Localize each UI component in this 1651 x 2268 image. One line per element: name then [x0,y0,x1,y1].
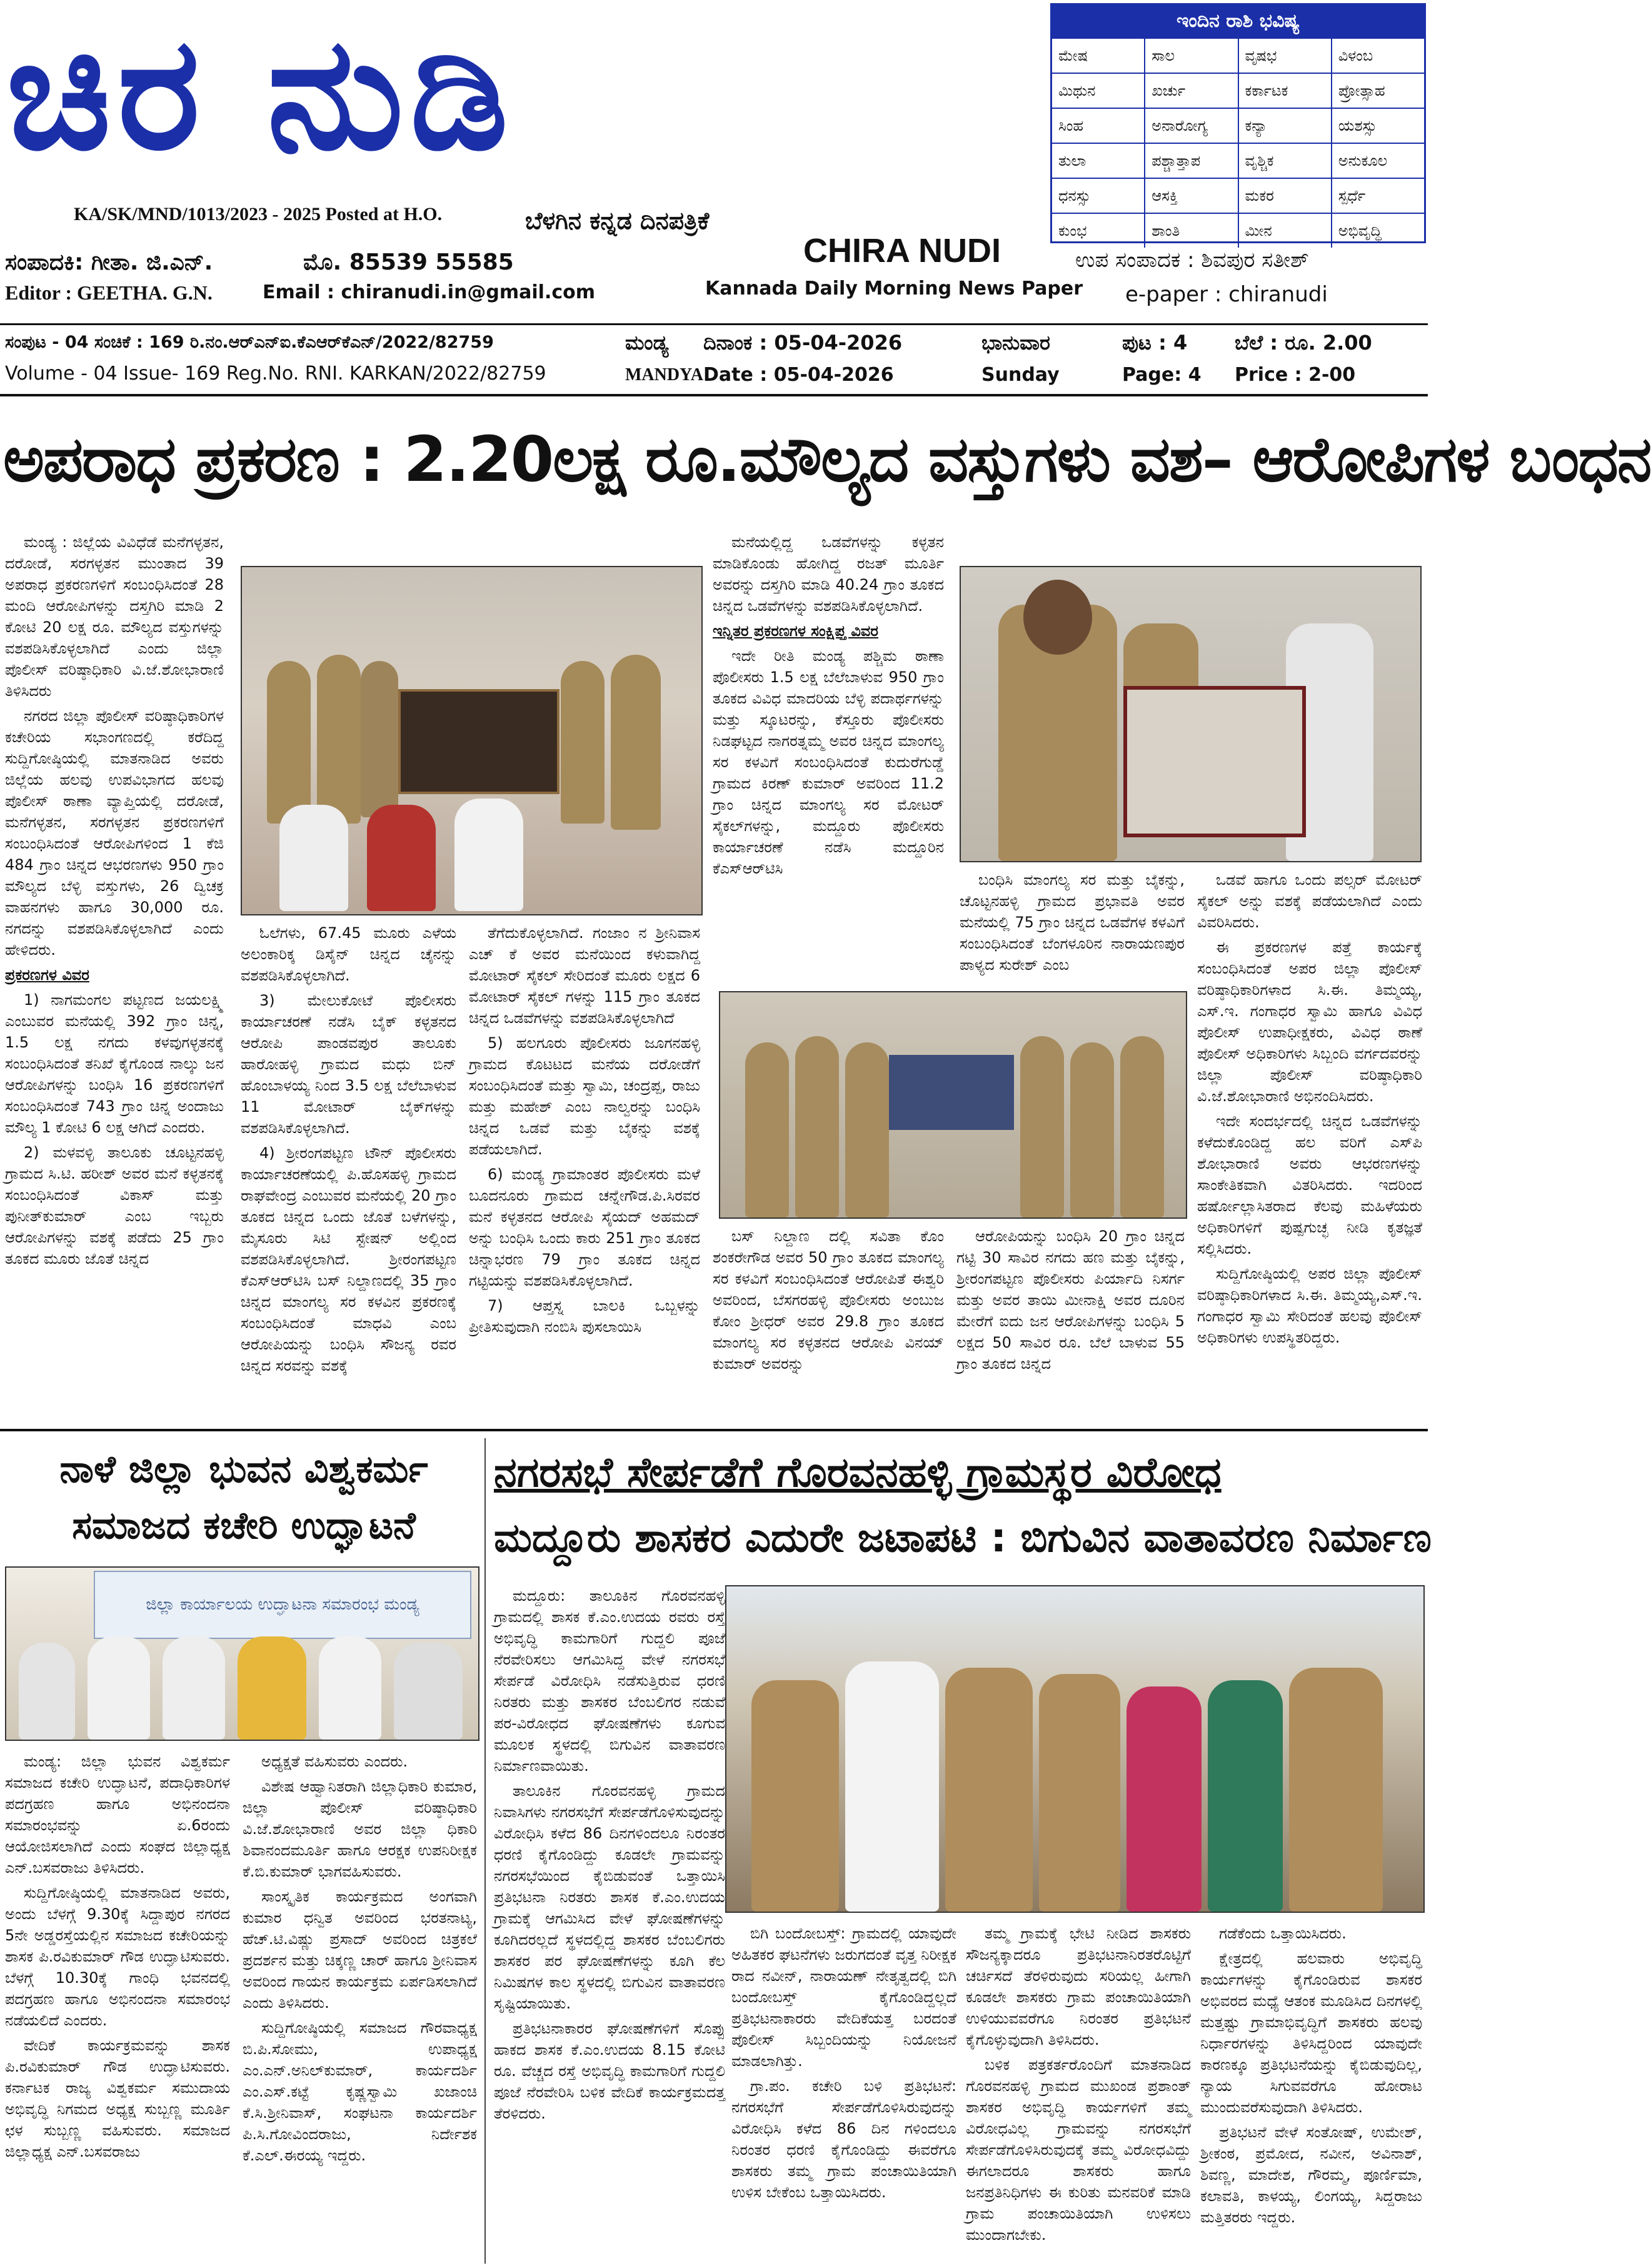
rashi-row [1052,143,1424,178]
photo-police-press-meet [241,566,703,915]
place-kn: ಮಂಡ್ಯ [625,331,669,355]
rashi-row [1052,213,1424,248]
editor-en: Editor : GEETHA. G.N. [5,281,213,304]
rashi-sign: ಸಿಂಹ [1058,117,1084,134]
sub-editor: ಉಪ ಸಂಪಾದಕ : ಶಿವಪುರ ಸತೀಶ್ [1075,248,1309,273]
story2-col2 [243,1751,477,2264]
paragraph: ಅಧ್ಯಕ್ಷತೆ ವಹಿಸುವರು ಎಂದರು. [261,1753,408,1770]
paragraph: ಮನೆಯಲ್ಲಿದ್ದ ಒಡವೆಗಳನ್ನು ಕಳ್ಳತನ ಮಾಡಿಕೊಂಡು ಹೋಗಿದ್ದ ರಜತ್ ಮೂರ್ತಿ ಅವರನ್ನು ದಸ್ತಗಿರಿ ಮಾಡಿ 40.24 ಗ್ರಾಂ ತೂಕದ ಚಿನ್ನದ ಒಡವೆಗಳನ್ನು ವಶಪಡಿಸಿಕೊಳ್ಳಲಾಗಿದೆ. [713,533,944,615]
rashi-sign: ಮೀನ [1238,214,1331,248]
paragraph: 1) ನಾಗಮಂಗಲ ಪಟ್ಟಣದ ಜಯಲಕ್ಷ್ಮಿ ಎಂಬುವರ ಮನೆಯಲ್ಲಿ 392 ಗ್ರಾಂ ಚಿನ್ನ, 1.5 ಲಕ್ಷ ನಗದು ಕಳವುಗಳ್ಳತನಕ್ಕೆ ಸಂಬಂಧಿಸಿದಂತೆ ತನಿಖೆ ಕೈಗೊಂಡ ನಾಲ್ಕು ಜನ ಆರೋಪಿಗಳನ್ನು ಬಂಧಿಸಿ 16 ಪ್ರಕರಣಗಳಿಗೆ ಸಂಬಂಧಿಸಿದಂತೆ 743 ಗ್ರಾಂ ಚಿನ್ನ ಅಂದಾಜು ಮೌಲ್ಯ 1 ಕೋಟಿ 6 ಲಕ್ಷ ಆಗಿದೆ ಎಂದರು. [5,991,224,1136]
rashi-sign: ಕುಂಭ [1058,222,1087,239]
paragraph: ತಾಲೂಕಿನ ಗೊರವನಹಳ್ಳಿ ಗ್ರಾಮದ ನಿವಾಸಿಗಳು ನಗರಸಭೆಗೆ ಸೇರ್ಪಡೆಗೊಳಿಸುವುದನ್ನು ವಿರೋಧಿಸಿ ಕಳೆದ 86 ದಿನಗಳಿಂದಲೂ ನಿರಂತರ ಧರಣಿ ಕೈಗೊಂಡಿದ್ದು ಕೂಡಲೇ ಗ್ರಾಮವನ್ನು ನಗರಸಭೆಯಿಂದ ಕೈಬಿಡುವಂತೆ ಒತ್ತಾಯಿಸಿ ಪ್ರತಿಭಟನಾ ನಿರತರು ಶಾಸಕ ಕೆ.ಎಂ.ಉದಯ ಗ್ರಾಮಕ್ಕೆ ಆಗಮಿಸಿದ ವೇಳೆ ಘೋಷಣೆಗಳನ್ನು ಕೂಗಿದರಲ್ಲದೆ ಸ್ಥಳದಲ್ಲಿದ್ದ ಶಾಸಕರ ಬೆಂಬಲಿಗರು ಶಾಸಕರ ಪರ ಘೋಷಣೆಗಳನ್ನು ಕೂಗಿ ಕೆಲ ನಿಮಿಷಗಳ ಕಾಲ ಸ್ಥಳದಲ್ಲಿ ಬಿಗುವಿನ ವಾತಾವರಣ ಸೃಷ್ಟಿಯಾಯಿತು. [494,1782,725,2012]
rashi-sign: ಕನ್ಯಾ [1238,109,1331,143]
place-en: MANDYA [625,365,703,385]
rashi-result: ಪಶ್ಚಾತ್ತಾಪ [1144,144,1237,178]
date-en: Date : 05-04-2026 [703,364,894,386]
paragraph: ಬಳಿಕ ಪತ್ರಕರ್ತರೊಂದಿಗೆ ಮಾತನಾಡಿದ ಗೊರವನಹಳ್ಳಿ ಗ್ರಾಮದ ಮುಖಂಡ ಪ್ರಶಾಂತ್ ಶಾಸಕರ ಅಭಿವೃದ್ಧಿ ಕಾರ್ಯಗಳಿಗೆ ತಮ್ಮ ವಿರೋಧವಿಲ್ಲ ಗ್ರಾಮವನ್ನು ನಗರಸಭೆಗೆ ಸೇರ್ಪಡೆಗೊಳಿಸಿರುವುದಕ್ಕೆ ತಮ್ಮ ವಿರೋಧವಿದ್ದು ಈಗಲಾದರೂ ಶಾಸಕರು ಹಾಗೂ ಜನಪ್ರತಿನಿಧಿಗಳು ಈ ಕುರಿತು ಮನವರಿಕೆ ಮಾಡಿ ಗ್ರಾಮ ಪಂಚಾಯಿತಿಯಾಗಿ ಉಳಿಸಲು ಮುಂದಾಗಬೇಕು. [966,2056,1191,2244]
rashi-sign: ಮಿಥುನ [1058,82,1096,99]
tagline: ಬೆಳಗಿನ ಕನ್ನಡ ದಿನಪತ್ರಿಕೆ [525,207,710,234]
paragraph: ಪ್ರತಿಭಟನಾಕಾರರ ಘೋಷಣೆಗಳಿಗೆ ಸೊಪ್ಪು ಹಾಕದ ಶಾಸಕ ಕೆ.ಎಂ.ಉದಯ 8.15 ಕೋಟಿ ರೂ. ವೆಚ್ಚದ ರಸ್ತೆ ಅಭಿವೃದ್ಧಿ ಕಾಮಗಾರಿಗೆ ಗುದ್ದಲಿ ಪೂಜೆ ನೆರವೇರಿಸಿ ಬಳಿಕ ವೇದಿಕೆ ಕಾರ್ಯಕ್ರಮದತ್ತ ತೆರಳಿದರು. [494,2020,725,2122]
story3-headline-line2: ಮದ್ದೂರು ಶಾಸಕರ ಎದುರೇ ಜಟಾಪಟಿ : ಬಿಗುವಿನ ವಾತಾವರಣ ನಿರ್ಮಾಣ [494,1515,1432,1561]
epaper: e-paper : chiranudi [1125,282,1328,307]
masthead-title: ಚಿರ ನುಡಿ [6,3,515,184]
paragraph: ಬಂಧಿಸಿ ಮಾಂಗಲ್ಯ ಸರ ಮತ್ತು ಬೈಕನ್ನು, ಚೊಟ್ಟನಹಳ್ಳಿ ಗ್ರಾಮದ ಪ್ರಭಾವತಿ ಅವರ ಮನೆಯಲ್ಲಿ 75 ಗ್ರಾಂ ಚಿನ್ನದ ಒಡವೆಗಳ ಕಳವಿಗೆ ಸಂಬಂಧಿಸಿದಂತೆ ಬೆಂಗಳೂರಿನ ನಾರಾಯಣಪುರ ಪಾಳ್ಯದ ಸುರೇಶ್ ಎಂಬ [960,871,1185,974]
story1-col6 [1197,869,1422,1423]
day-en: Sunday [981,364,1060,386]
story2-col1 [5,1751,230,2264]
name-en: CHIRA NUDI [803,232,1001,270]
paragraph: ಮಂಡ್ಯ : ಜಿಲ್ಲೆಯ ವಿವಿಧೆಡೆ ಮನೆಗಳ್ಳತನ, ದರೋಡೆ, ಸರಗಳ್ಳತನ ಮುಂತಾದ 39 ಅಪರಾಧ ಪ್ರಕರಣಗಳಿಗೆ ಸಂಬಂಧಿಸಿದಂತೆ 28 ಮಂದಿ ಆರೋಪಿಗಳನ್ನು ದಸ್ತಗಿರಿ ಮಾಡಿ 2 ಕೋಟಿ 20 ಲಕ್ಷ ರೂ. ಮೌಲ್ಯದ ವಸ್ತುಗಳನ್ನು ವಶಪಡಿಸಿಕೊಳ್ಳಲಾಗಿದೆ ಎಂದು ಜಿಲ್ಲಾ ಪೊಲೀಸ್ ವರಿಷ್ಠಾಧಿಕಾರಿ ವಿ.ಜೆ.ಶೋಭಾರಾಣಿ ತಿಳಿಸಿದರು [5,533,224,700]
paragraph: ತಮ್ಮ ಗ್ರಾಮಕ್ಕೆ ಭೇಟಿ ನೀಡಿದ ಶಾಸಕರು ಸೌಜನ್ಯಕ್ಕಾದರೂ ಪ್ರತಿಭಟನಾನಿರತರೊಟ್ಟಿಗೆ ಚರ್ಚಿಸದೆ ತೆರಳಿರುವುದು ಸರಿಯಲ್ಲ ಹೀಗಾಗಿ ಕೂಡಲೇ ಶಾಸಕರು ಗ್ರಾಮ ಪಂಚಾಯಿತಿಯಾಗಿ ಉಳಿಯುವವರೆಗೂ ನಿರಂತರ ಪ್ರತಿಭಟನೆ ಕೈಗೊಳ್ಳುವುದಾಗಿ ತಿಳಿಸಿದರು. [966,1925,1191,2049]
story3-headline-line1: ನಗರಸಭೆ ಸೇರ್ಪಡೆಗೆ ಗೊರವನಹಳ್ಳಿ ಗ್ರಾಮಸ್ಥರ ವಿರೋಧ [494,1448,1222,1496]
photo-gorvanahalli-protest [725,1585,1425,1913]
paragraph: 2) ಮಳವಳ್ಳಿ ತಾಲೂಕು ಚೂಟ್ಟನಹಳ್ಳಿ ಗ್ರಾಮದ ಸಿ.ಟಿ. ಹರೀಶ್ ಅವರ ಮನೆ ಕಳ್ಳತನಕ್ಕೆ ಸಂಬಂಧಿಸಿದಂತೆ ವಿಕಾಸ್ ಮತ್ತು ಪುನೀತ್‌ಕುಮಾರ್ ಎಂಬ ಇಬ್ಬರು ಆರೋಪಿಗಳನ್ನು ವಶಕ್ಕೆ ಪಡೆದು 25 ಗ್ರಾಂ ತೂಕದ ಮೂರು ಜೊತೆ ಚಿನ್ನದ [5,1144,224,1268]
rashi-result: ಆಸಕ್ತಿ [1144,179,1237,213]
rashi-result: ಖರ್ಚು [1144,74,1237,108]
divider [0,394,1428,396]
rashi-sign: ತುಲಾ [1058,152,1086,169]
rashi-result: ಪ್ರೋತ್ಸಾಹ [1331,74,1424,108]
story3-col4 [1200,1923,1422,2264]
photo-police-group [719,991,1187,1219]
rashi-sign: ಕರ್ಕಾಟಕ [1238,74,1331,108]
jewellery-display [1123,686,1306,837]
rashi-result: ಸ್ಪರ್ಧೆ [1331,179,1424,213]
paragraph: ಗ್ರಾ.ಪಂ. ಕಚೇರಿ ಬಳಿ ಪ್ರತಿಭಟನೆ: ನಗರಸಭೆಗೆ ಸೇರ್ಪಡೆಗೊಳಿಸಿರುವುದನ್ನು ವಿರೋಧಿಸಿ ಕಳೆದ 86 ದಿನ ಗಳಿಂದಲೂ ನಿರಂತರ ಧರಣಿ ಕೈಗೊಂಡಿದ್ದು ಈವರೆಗೂ ಶಾಸಕರು ತಮ್ಮ ಗ್ರಾಮ ಪಂಚಾಯಿತಿಯಾಗಿ ಉಳಿಸ ಬೇಕೆಂಬ ಒತ್ತಾಯಿಸಿದರು. [731,2077,956,2201]
story3-col1 [494,1585,725,2122]
page-en: Page: 4 [1122,364,1202,386]
rashi-title: ಇಂದಿನ ರಾಶಿ ಭವಿಷ್ಯ [1052,5,1424,38]
divider [0,323,1428,325]
date-kn: ದಿನಾಂಕ : 05-04-2026 [703,331,903,355]
story2-headline-line1: ನಾಳೆ ಜಿಲ್ಲಾ ಭುವನ ವಿಶ್ವಕರ್ಮ [59,1448,428,1491]
story3-col3 [966,1923,1191,2264]
rashi-row [1052,38,1424,73]
rashi-result: ವಿಳಂಬ [1331,39,1424,73]
photo-police-jewellery [960,566,1422,862]
story1-col2 [241,922,456,1423]
paragraph: ಇದೇ ಸಂದರ್ಭದಲ್ಲಿ ಚಿನ್ನದ ಒಡವೆಗಳನ್ನು ಕಳೆದುಕೊಂಡಿದ್ದ ಹಲ ವರಿಗೆ ಎಸ್‌ಪಿ ಶೋಭಾರಾಣಿ ಅವರು ಆಭರಣಗಳನ್ನು ಸಾಂಕೇತಿಕವಾಗಿ ವಿತರಿಸಿದರು. ಇದರಿಂದ ಹರ್ಷೋಲ್ಲಾಸಿತರಾದ ಕೆಲವು ಮಹಿಳೆಯರು ಅಧಿಕಾರಿಗಳಿಗೆ ಪುಷ್ಪಗುಚ್ಛ ನೀಡಿ ಕೃತಜ್ಞತೆ ಸಲ್ಲಿಸಿದರು. [1197,1112,1422,1257]
paragraph: ನಗರದ ಜಿಲ್ಲಾ ಪೊಲೀಸ್ ವರಿಷ್ಠಾಧಿಕಾರಿಗಳ ಕಚೇರಿಯ ಸಭಾಂಗಣದಲ್ಲಿ ಕರೆದಿದ್ದ ಸುದ್ದಿಗೋಷ್ಠಿಯಲ್ಲಿ ಮಾತನಾಡಿದ ಅವರು ಜಿಲ್ಲೆಯ ಹಲವು ಉಪವಿಭಾಗದ ಹಲವು ಪೊಲೀಸ್ ಠಾಣಾ ವ್ಯಾಪ್ತಿಯಲ್ಲಿ ದರೋಡೆ, ಮನೆಗಳ್ಳತನ, ಸರಗಳ್ಳತನ ಪ್ರಕರಣಗಳಿಗೆ ಸಂಬಂಧಿಸಿದಂತೆ ಆರೋಪಿಗಳಿಂದ 1 ಕೆಜಿ 484 ಗ್ರಾಂ ಚಿನ್ನದ ಆಭರಣಗಳು 950 ಗ್ರಾಂ ಮೌಲ್ಯದ ಬೆಳ್ಳಿ ವಸ್ತುಗಳು, 26 ದ್ವಿಚಕ್ರ ವಾಹನಗಳು ಹಾಗೂ 30,000 ರೂ. ನಗದನ್ನು ವಶಪಡಿಸಿಕೊಳ್ಳಲಾಗಿದೆ ಎಂದು ಹೇಳಿದರು. [5,707,224,959]
page-kn: ಪುಟ : 4 [1122,331,1188,355]
story1-col4 [713,532,944,969]
story1-col5-cont [956,1226,1185,1423]
paragraph: ಪ್ರತಿಭಟನೆ ವೇಳೆ ಸಂತೋಷ್, ಉಮೇಶ್, ಶ್ರೀಕಂಠ, ಪ್ರಮೋದ, ನವೀನ, ಅವಿನಾಶ್, ಶಿವಣ್ಣ, ಮಾದೇಶ, ಗೌರಮ್ಮ, ಪೂರ್ಣಿಮಾ, ಕಲಾವತಿ, ಕಾಳಯ್ಯ, ಲಿಂಗಯ್ಯ, ಸಿದ್ದರಾಜು ಮತ್ತಿತರರು ಇದ್ದರು. [1200,2124,1422,2226]
rashi-sign: ಧನಸ್ಸು [1058,187,1091,204]
paragraph: ಸುದ್ದಿಗೋಷ್ಠಿಯಲ್ಲಿ ಅಪರ ಜಿಲ್ಲಾ ಪೊಲೀಸ್ ವರಿಷ್ಠಾಧಿಕಾರಿಗಳಾದ ಸಿ.ಈ. ತಿಮ್ಮಯ್ಯ,ಎಸ್.ಇ. ಗಂಗಾಧರ ಸ್ವಾಮಿ ಸೇರಿದಂತೆ ಹಲವು ಪೊಲೀಸ್ ಅಧಿಕಾರಿಗಳು ಉಪಸ್ಥಿತರಿದ್ದರು. [1197,1265,1422,1346]
email: Email : chiranudi.in@gmail.com [263,281,596,303]
paragraph: ಒಡವೆ ಹಾಗೂ ಒಂದು ಪಲ್ಸರ್ ಮೋಟರ್ ಸೈಕಲ್ ಅನ್ನು ವಶಕ್ಕೆ ಪಡೆಯಲಾಗಿದೆ ಎಂದು ವಿವರಿಸಿದರು. [1197,871,1422,931]
paragraph: ವಿಶೇಷ ಆಹ್ವಾನಿತರಾಗಿ ಜಿಲ್ಲಾಧಿಕಾರಿ ಕುಮಾರ, ಜಿಲ್ಲಾ ಪೊಲೀಸ್ ವರಿಷ್ಠಾಧಿಕಾರಿ ವಿ.ಜೆ.ಶೋಭಾರಾಣಿ ಅವರ ಜಿಲ್ಲಾ ಧಿಕಾರಿ ಶಿವಾನಂದಮೂರ್ತಿ ಹಾಗೂ ಆರಕ್ಷಕ ಉಪನಿರೀಕ್ಷಕ ಕೆ.ಬಿ.ಕುಮಾರ್ ಭಾಗವಹಿಸುವರು. [243,1778,477,1880]
rashi-result: ಅನುಕೂಲ [1331,144,1424,178]
rashi-result: ಶಾಂತಿ [1144,214,1237,248]
rashi-sign: ಮೇಷ [1058,47,1088,64]
rashi-result: ಅಭಿವೃದ್ಧಿ [1331,214,1424,248]
story1-headline: ಅಪರಾಧ ಪ್ರಕರಣ : 2.20ಲಕ್ಷ ರೂ.ಮೌಲ್ಯದ ವಸ್ತುಗಳು ವಶ– ಆರೋಪಿಗಳ ಬಂಧನ [3,423,1651,496]
rashi-sign: ವೃಷಭ [1238,39,1331,73]
notice-board [889,1055,1014,1130]
jewellery-display [398,689,560,794]
paragraph: ತೆಗೆದುಕೊಳ್ಳಲಾಗಿದೆ. ಗಂಜಾಂ ನ ಶ್ರೀನಿವಾಸ ಎಚ್ ಕೆ ಅವರ ಮನೆಯಿಂದ ಕಳುವಾಗಿದ್ದ ಮೋಟಾರ್ ಸೈಕಲ್ ಸೇರಿದಂತೆ ಮೂರು ಲಕ್ಷದ 6 ಮೋಟಾರ್ ಸೈಕಲ್ ಗಳನ್ನು 115 ಗ್ರಾಂ ತೂಕದ ಚಿನ್ನದ ಒಡವೆಗಳನ್ನು ವಶಪಡಿಸಿಕೊಳ್ಳಲಾಗಿದೆ [469,924,700,1027]
banner: ಜಿಲ್ಲಾ ಕಾರ್ಯಾಲಯ ಉದ್ಘಾಟನಾ ಸಮಾರಂಭ ಮಂಡ್ಯ [94,1571,471,1639]
story1-col4-cont [713,1226,944,1423]
paragraph: ಈ ಪ್ರಕರಣಗಳ ಪತ್ತೆ ಕಾರ್ಯಕ್ಕೆ ಸಂಬಂಧಿಸಿದಂತೆ ಅಪರ ಜಿಲ್ಲಾ ಪೊಲೀಸ್ ವರಿಷ್ಠಾಧಿಕಾರಿಗಳಾದ ಸಿ.ಈ. ತಿಮ್ಮಯ್ಯ, ಎಸ್.ಇ. ಗಂಗಾಧರ ಸ್ವಾಮಿ ಹಾಗೂ ವಿವಿಧ ಪೊಲೀಸ್ ಉಪಾಧೀಕ್ಷಕರು, ವಿವಿಧ ಠಾಣೆ ಪೊಲೀಸ್ ಅಧಿಕಾರಿಗಳು ಸಿಬ್ಬಂದಿ ವರ್ಗದವರನ್ನು ಜಿಲ್ಲಾ ಪೊಲೀಸ್ ವರಿಷ್ಠಾಧಿಕಾರಿ ವಿ.ಜೆ.ಶೋಭಾರಾಣಿ ಅಭಿನಂದಿಸಿದರು. [1197,939,1422,1105]
rashi-row [1052,108,1424,143]
paragraph: ಸುದ್ದಿಗೋಷ್ಠಿಯಲ್ಲಿ ಮಾತನಾಡಿದ ಅವರು, ಅಂದು ಬೆಳಗ್ಗೆ 9.30ಕ್ಕೆ ಸಿದ್ದಾಪುರ ನಗರದ 5ನೇ ಅಡ್ಡರಸ್ತೆಯಲ್ಲಿನ ಸಮಾಜದ ಕಚೇರಿಯನ್ನು ಶಾಸಕ ಪಿ.ರವಿಕುಮಾರ್ ಗೌಡ ಉದ್ಘಾಟಿಸುವರು. ಬೆಳಗ್ಗೆ 10.30ಕ್ಕೆ ಗಾಂಧಿ ಭವನದಲ್ಲಿ ಪದಗ್ರಹಣ ಹಾಗೂ ಅಭಿನಂದನಾ ಸಮಾರಂಭ ನಡೆಯಲಿದೆ ಎಂದರು. [5,1884,230,2029]
paragraph: ಆರೋಪಿಯನ್ನು ಬಂಧಿಸಿ 20 ಗ್ರಾಂ ಚಿನ್ನದ ಗಟ್ಟಿ 30 ಸಾವಿರ ನಗದು ಹಣ ಮತ್ತು ಬೈಕನ್ನು, ಶ್ರೀರಂಗಪಟ್ಟಣ ಪೊಲೀಸರು ಪಿರ್ಯಾದಿ ನಿಸರ್ಗ ಮತ್ತು ಅವರ ತಾಯಿ ಮೀನಾಕ್ಷಿ ಅವರ ದೂರಿನ ಮೇರೆಗೆ ಐದು ಜನ ಆರೋಪಿಗಳನ್ನು ಬಂಧಿಸಿ 5 ಲಕ್ಷದ 50 ಸಾವಿರ ರೂ. ಬೆಲೆ ಬಾಳುವ 55 ಗ್ರಾಂ ತೂಕದ ಚಿನ್ನದ [956,1227,1185,1373]
story1-col1 [5,532,224,1423]
rashi-sign: ವೃಶ್ಚಿಕ [1238,144,1331,178]
story1-col3 [469,922,700,1423]
rashi-row [1052,178,1424,213]
mobile: ಮೊ. 85539 55585 [303,249,514,275]
rashi-result: ಯಶಸ್ಸು [1331,109,1424,143]
paragraph: 3) ಮೇಲುಕೋಟೆ ಪೊಲೀಸರು ಕಾರ್ಯಾಚರಣೆ ನಡೆಸಿ ಬೈಕ್ ಕಳ್ಳತನದ ಆರೋಪಿ ಪಾಂಡವಪುರ ತಾಲೂಕು ಹಾರೋಹಳ್ಳಿ ಗ್ರಾಮದ ಮಧು ಬಿನ್ ಹೊಂಬಾಳಯ್ಯ ನಿಂದ 3.5 ಲಕ್ಷ ಬೆಲೆಬಾಳುವ 11 ಮೋಟಾರ್ ಬೈಕ್‌ಗಳನ್ನು ವಶಪಡಿಸಿಕೊಳ್ಳಲಾಗಿದೆ. [241,992,456,1137]
rashi-result: ಸಾಲ [1144,39,1237,73]
paragraph: 4) ಶ್ರೀರಂಗಪಟ್ಟಣ ಟೌನ್ ಪೊಲೀಸರು ಕಾರ್ಯಾಚರಣೆಯಲ್ಲಿ ಪಿ.ಹೊಸಹಳ್ಳಿ ಗ್ರಾಮದ ರಾಘವೇಂದ್ರ ಎಂಬುವರ ಮನೆಯಲ್ಲಿ 20 ಗ್ರಾಂ ತೂಕದ ಚಿನ್ನದ ಒಂದು ಜೊತೆ ಬಳೆಗಳನ್ನು, ಮೈಸೂರು ಸಿಟಿ ಸ್ಟೇಷನ್ ಅಲ್ಲಿಂದ ವಶಪಡಿಸಿಕೊಳ್ಳಲಾಗಿದೆ. ಶ್ರೀರಂಗಪಟ್ಟಣ ಕೆಎಸ್‌ಆರ್‌ಟಿಸಿ ಬಸ್ ನಿಲ್ದಾಣದಲ್ಲಿ 35 ಗ್ರಾಂ ಚಿನ್ನದ ಮಾಂಗಲ್ಯ ಸರ ಕಳವಿನ ಪ್ರಕರಣಕ್ಕೆ ಸಂಬಂಧಿಸಿದಂತೆ ಮಾಧವಿ ಎಂಬ ಆರೋಪಿಯನ್ನು ಬಂಧಿಸಿ ಸೌಜನ್ಯ ರವರ ಚಿನ್ನದ ಸರವನ್ನು ವಶಕ್ಕೆ [241,1144,456,1374]
day-kn: ಭಾನುವಾರ [981,331,1050,355]
paragraph: 5) ಹಲಗೂರು ಪೊಲೀಸರು ಜೂಗನಹಳ್ಳಿ ಗ್ರಾಮದ ಕೊಟಟದ ಮನೆಯ ದರೋಡೆಗೆ ಸಂಬಂಧಿಸಿದಂತೆ ಮತ್ತು ಸ್ವಾಮಿ, ಚಂದ್ರಪ್ಪ, ರಾಜು ಮತ್ತು ಮಹೇಶ್ ಎಂಬ ನಾಲ್ವರನ್ನು ಬಂಧಿಸಿ ಚಿನ್ನದ ಒಡವೆ ಮತ್ತು ಬೈಕನ್ನು ವಶಕ್ಕೆ ಪಡೆಯಲಾಗಿದೆ. [469,1034,700,1158]
subtitle-en: Kannada Daily Morning News Paper [705,278,1083,300]
paragraph: ಸುದ್ದಿಗೋಷ್ಠಿಯಲ್ಲಿ ಸಮಾಜದ ಗೌರವಾಧ್ಯಕ್ಷ ಬಿ.ಪಿ.ಸೋಮು, ಉಪಾಧ್ಯಕ್ಷ ಎಂ.ಎನ್.ಅನಿಲ್‌ಕುಮಾರ್, ಕಾರ್ಯದರ್ಶಿ ಎಂ.ಎಸ್.ಕಟ್ಟೆ ಕೃಷ್ಣಸ್ವಾಮಿ ಖಜಾಂಚಿ ಕೆ.ಸಿ.ಶ್ರೀನಿವಾಸ್, ಸಂಘಟನಾ ಕಾರ್ಯದರ್ಶಿ ಪಿ.ಸಿ.ಗೋವಿಂದರಾಜು, ನಿರ್ದೇಶಕ ಕೆ.ಎಲ್.ಈರಯ್ಯ ಇದ್ದರು. [243,2019,477,2164]
reg-post: KA/SK/MND/1013/2023 - 2025 Posted at H.O. [74,204,443,224]
rashi-result: ಅನಾರೋಗ್ಯ [1144,109,1237,143]
paragraph: 6) ಮಂಡ್ಯ ಗ್ರಾಮಾಂತರ ಪೊಲೀಸರು ಮಳೆ ಬೂದನೂರು ಗ್ರಾಮದ ಚನ್ನೇಗೌಡ.ಪಿ.ಸಿರವರ ಮನೆ ಕಳ್ಳತನದ ಆರೋಪಿ ಸೈಯದ್ ಅಹಮದ್ ಅನ್ನು ಬಂಧಿಸಿ ಒಂದು ಕಾರು 251 ಗ್ರಾಂ ತೂಕದ ಚಿನ್ನಾಭರಣ 79 ಗ್ರಾಂ ತೂಕದ ಚಿನ್ನದ ಗಟ್ಟಿಯನ್ನು ವಶಪಡಿಸಿಕೊಳ್ಳಲಾಗಿದೆ. [469,1166,700,1289]
paragraph: ಓಲೆಗಳು, 67.45 ಮೂರು ಎಳೆಯ ಅಲಂಕಾರಿಕ್ಕ ಡಿಸೈನ್ ಚಿನ್ನದ ಚೈನನ್ನು ವಶಪಡಿಸಿಕೊಳ್ಳಲಾಗಿದೆ. [241,924,456,984]
price-en: Price : 2-00 [1235,364,1356,386]
editor-kn: ಸಂಪಾದಕಿ: ಗೀತಾ. ಜಿ.ಎನ್. [5,249,213,275]
subheading: ಇನ್ನಿತರ ಪ್ರಕರಣಗಳ ಸಂಕ್ಷಿಪ್ತ ವಿವರ [713,622,878,640]
price-kn: ಬೆಲೆ : ರೂ. 2.00 [1235,331,1372,355]
paragraph: ವೇದಿಕೆ ಕಾರ್ಯಕ್ರಮವನ್ನು ಶಾಸಕ ಪಿ.ರವಿಕುಮಾರ್ ಗೌಡ ಉದ್ಘಾಟಿಸುವರು. ಕರ್ನಾಟಕ ರಾಜ್ಯ ವಿಶ್ವಕರ್ಮ ಸಮುದಾಯ ಅಭಿವೃದ್ಧಿ ನಿಗಮದ ಅಧ್ಯಕ್ಷ ಸುಬ್ಬಣ್ಣ ಮೂರ್ತಿ ಛಳ ಸುಬ್ಬಣ್ಣ ವಹಿಸುವರು. ಸಮಾಜದ ಜಿಲ್ಲಾಧ್ಯಕ್ಷ ಎನ್.ಬಸವರಾಜು [5,2037,230,2160]
subheading: ಪ್ರಕರಣಗಳ ವಿವರ [5,966,89,984]
rashi-row [1052,73,1424,108]
story3-col2 [731,1923,956,2264]
paragraph: ಬಸ್ ನಿಲ್ದಾಣ ದಲ್ಲಿ ಸವಿತಾ ಕೊಂ ಶಂಕರೇಗೌಡ ಅವರ 50 ಗ್ರಾಂ ತೂಕದ ಮಾಂಗಲ್ಯ ಸರ ಕಳವಿಗೆ ಸಂಬಂಧಿಸಿದಂತೆ ಆರೋಪಿತೆ ಈಶ್ವರಿ ಅವರಿಂದ, ಬೆಸಗರಹಳ್ಳಿ ಪೊಲೀಸರು ಅಂಬುಜ ಕೋಂ ಶ್ರೀಧರ್ ಅವರ 29.8 ಗ್ರಾಂ ತೂಕದ ಮಾಂಗಲ್ಯ ಸರ ಕಳ್ಳತನದ ಆರೋಪಿ ವಿನಯ್ ಕುಮಾರ್ ಅವರನ್ನು [713,1227,944,1373]
paragraph: ಬಿಗಿ ಬಂದೋಬಸ್ತ್: ಗ್ರಾಮದಲ್ಲಿ ಯಾವುದೇ ಅಹಿತಕರ ಘಟನೆಗಳು ಜರುಗದಂತೆ ವೃತ್ತ ನಿರೀಕ್ಷಕ ರಾದ ನವೀನ್, ನಾರಾಯಣ್ ನೇತೃತ್ವದಲ್ಲಿ ಬಿಗಿ ಬಂದೋಬಸ್ತ್ ಕೈಗೊಂಡಿದ್ದಲ್ಲದೆ ಪ್ರತಿಭಟನಾಕಾರರು ವೇದಿಕೆಯತ್ತ ಬರದಂತೆ ಪೊಲೀಸ್ ಸಿಬ್ಬಂದಿಯನ್ನು ನಿಯೋಜನೆ ಮಾಡಲಾಗಿತ್ತು. [731,1925,956,2070]
story1-col5 [960,869,1185,991]
paragraph: ಸಾಂಸ್ಕೃತಿಕ ಕಾರ್ಯಕ್ರಮದ ಅಂಗವಾಗಿ ಕುಮಾರ ಧನ್ವಿತ ಅವರಿಂದ ಭರತನಾಟ್ಯ, ಹೆಚ್.ಟಿ.ವಿಷ್ಣು ಪ್ರಸಾದ್ ಅವರಿಂದ ಚಿತ್ರಕಲೆ ಪ್ರದರ್ಶನ ಮತ್ತು ಚಿಕ್ಕಣ್ಣ ಚಾರ್ ಹಾಗೂ ಶ್ರೀನಿವಾಸ ಅವರಿಂದ ಗಾಯನ ಕಾರ್ಯಕ್ರಮ ಏರ್ಪಡಿಸಲಾಗಿದೆ ಎಂದು ತಿಳಿಸಿದರು. [243,1888,477,2012]
volume-kn: ಸಂಪುಟ - 04 ಸಂಚಿಕೆ : 169 ರಿ.ನಂ.ಆರ್‌ಎನ್‌ಐ.ಕೆಎಆರ್‌ಕೆಎನ್/2022/82759 [5,333,494,352]
rashi-sign: ಮಕರ [1238,179,1331,213]
paragraph: ಮದ್ದೂರು: ತಾಲೂಕಿನ ಗೊರವನಹಳ್ಳಿ ಗ್ರಾಮದಲ್ಲಿ ಶಾಸಕ ಕೆ.ಎಂ.ಉದಯ ರವರು ರಸ್ತೆ ಅಭಿವೃದ್ಧಿ ಕಾಮಗಾರಿಗೆ ಗುದ್ದಲಿ ಪೂಜೆ ನೆರವೇರಿಸಲು ಆಗಮಿಸಿದ್ದ ವೇಳೆ ನಗರಸಭೆ ಸೇರ್ಪಡೆ ವಿರೋಧಿಸಿ ನಡೆಸುತ್ತಿರುವ ಧರಣಿ ನಿರತರು ಮತ್ತು ಶಾಸಕರ ಬೆಂಬಲಿಗರ ನಡುವೆ ಪರ-ವಿರೋಧದ ಘೋಷಣೆಗಳು ಕೂಗುವ ಮೂಲಕ ಸ್ಥಳದಲ್ಲಿ ಬಿಗುವಿನ ವಾತಾವರಣ ನಿರ್ಮಾಣವಾಯಿತು. [494,1587,725,1775]
photo-vishwakarma-meet [5,1566,479,1741]
rashi-box [1050,3,1426,243]
paragraph: ಗಡೆಕೆಂದು ಒತ್ತಾಯಿಸಿದರು. [1219,1925,1347,1942]
volume-en: Volume - 04 Issue- 169 Reg.No. RNI. KARKAN/2022/82759 [5,363,546,385]
divider [0,1429,1428,1431]
column-divider [484,1438,486,2264]
paragraph: ಇದೇ ರೀತಿ ಮಂಡ್ಯ ಪಶ್ಚಿಮ ಠಾಣಾ ಪೊಲೀಸರು 1.5 ಲಕ್ಷ ಬೆಲೆಬಾಳುವ 950 ಗ್ರಾಂ ತೂಕದ ವಿವಿಧ ಮಾದರಿಯ ಬೆಳ್ಳಿ ಪದಾರ್ಥಗಳನ್ನು ಮತ್ತು ಸ್ಕೂಟರನ್ನು, ಕೆಸ್ತೂರು ಪೊಲೀಸರು ನಿಡಘಟ್ಟದ ನಾಗರತ್ನಮ್ಮ ಅವರ ಚಿನ್ನದ ಮಾಂಗಲ್ಯ ಸರ ಕಳವಿಗೆ ಸಂಬಂಧಿಸಿದಂತೆ ಕುದುರೆಗುಡ್ಡೆ ಗ್ರಾಮದ ಕಿರಣ್ ಕುಮಾರ್ ಅವರಿಂದ 11.2 ಗ್ರಾಂ ಚಿನ್ನದ ಮಾಂಗಲ್ಯ ಸರ ಮೋಟರ್ ಸೈಕಲ್‌ಗಳನ್ನು, ಮದ್ದೂರು ಪೊಲೀಸರು ಕಾರ್ಯಾಚರಣೆ ನಡೆಸಿ ಮದ್ದೂರಿನ ಕೆಎಸ್‌ಆರ್‌ಟಿಸಿ [713,647,944,877]
paragraph: 7) ಆಪ್ತಸ್ನ ಬಾಲಕಿ ಒಬ್ಬಳನ್ನು ಪ್ರೀತಿಸುವುದಾಗಿ ನಂಬಿಸಿ ಪುಸಲಾಯಿಸಿ [469,1297,700,1336]
paragraph: ಮಂಡ್ಯ: ಜಿಲ್ಲಾ ಭುವನ ವಿಶ್ವಕರ್ಮ ಸಮಾಜದ ಕಚೇರಿ ಉದ್ಘಾಟನೆ, ಪದಾಧಿಕಾರಿಗಳ ಪದಗ್ರಹಣ ಹಾಗೂ ಅಭಿನಂದನಾ ಸಮಾರಂಭವನ್ನು ಏ.6ರಂದು ಆಯೋಜಿಸಲಾಗಿದೆ ಎಂದು ಸಂಘದ ಜಿಲ್ಲಾಧ್ಯಕ್ಷ ಎನ್.ಬಸವರಾಜು ತಿಳಿಸಿದರು. [5,1753,230,1877]
story2-headline-line2: ಸಮಾಜದ ಕಚೇರಿ ಉದ್ಘಾಟನೆ [72,1504,416,1548]
rashi-grid [1052,38,1424,248]
paragraph: ಕ್ಷೇತ್ರದಲ್ಲಿ ಹಲವಾರು ಅಭಿವೃದ್ಧಿ ಕಾರ್ಯಗಳನ್ನು ಕೈಗೊಂಡಿರುವ ಶಾಸಕರ ಅಭಿವರದ ಮಧ್ಯೆ ಆತಂಕ ಮೂಡಿಸಿದ ದಿನಗಳಲ್ಲಿ ಮತ್ತಷ್ಟು ಗ್ರಾಮಾಭಿವೃದ್ಧಿಗೆ ಶಾಸಕರು ಹಲವು ನಿರ್ಧಾರಗಳನ್ನು ತಿಳಿಸಿದ್ದರಿಂದ ಯಾವುದೇ ಕಾರಣಕ್ಕೂ ಪ್ರತಿಭಟನೆಯನ್ನು ಕೈಬಿಡುವುದಿಲ್ಲ, ನ್ಯಾಯ ಸಿಗುವವರೆಗೂ ಹೋರಾಟ ಮುಂದುವರೆಸುವುದಾಗಿ ತಿಳಿಸಿದರು. [1200,1950,1422,2116]
